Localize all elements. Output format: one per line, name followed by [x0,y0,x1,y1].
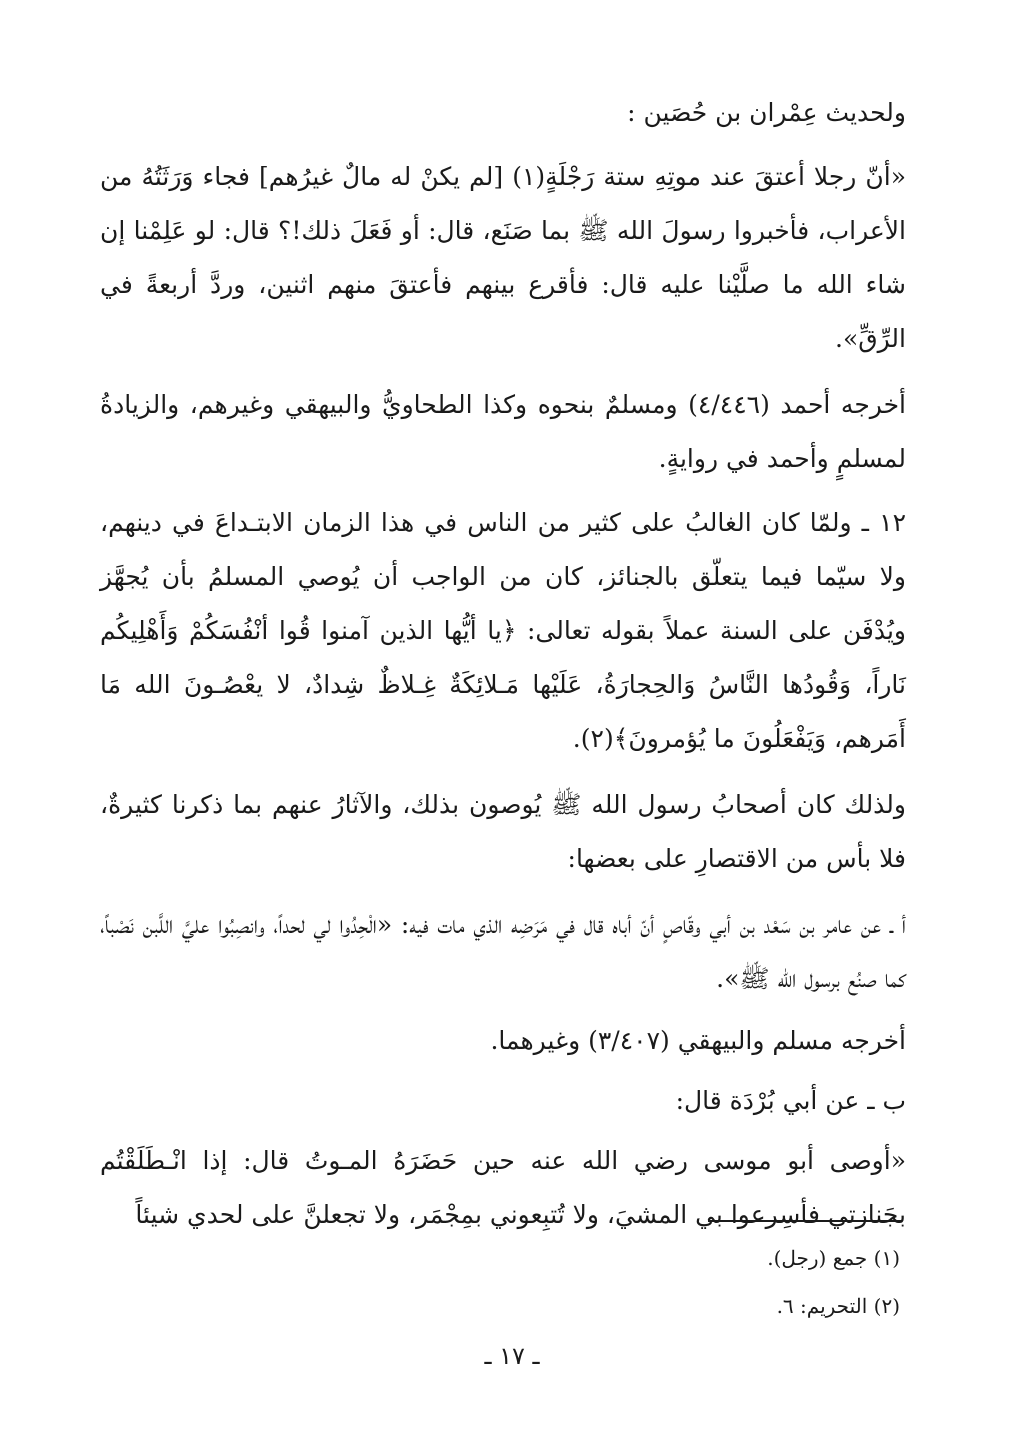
paragraph-abu-burda: ب ـ عن أبي بُرْدَة قال: [675,1086,906,1115]
footnote-1: (١) جمع (رجل). [767,1246,900,1270]
paragraph-companions: ولذلك كان أصحابُ رسول الله ﷺ يُوصون بذلك، والآثارُ عنهم بما ذكرنا كثيرةٌ، فلا بأس من الاقتصارِ على بعضها: [100,790,906,873]
paragraph-takhrij-1: أخرجه أحمد (٤/٤٤٦) ومسلمٌ بنحوه وكذا الطحاويُّ والبيهقي وغيرهم، والزيادةُ لمسلمٍ وأحمد في روايةٍ. [100,390,906,473]
paragraph-intro: ولحديث عِمْران بن حُصَين : [627,98,906,127]
paragraph-abu-musa: «أوصى أبو موسى رضي الله عنه حين حَضَرَهُ المـوتُ قال: إذا انْـطَلَقْتُم بجَنازتي فأسِرعوا بي المشيَ، ولا تُتبِعوني بمِجْمَر، ولا تجعلنَّ على لحدي شيئاً [100,1146,906,1229]
paragraph-12: ١٢ ـ ولمّا كان الغالبُ على كثير من الناس في هذا الزمان الابتـداعَ في دينهم، ولا سيّما فيما يتعلّق بالجنائز، كان من الواجب أن يُوصي المسلمُ بأن يُجهَّز ويُدْفَن على السنة عملاً بقوله تعالى: ﴿يا أيُّها الذين آمنوا قُوا أنْفُسَكُمْ وَأَهْلِيكُم نَاراً، وَقُودُها النَّاسُ وَالحِجارَةُ، عَلَيْها مَـلائِكَةٌ غِـلاظٌ شِدادٌ، لا يعْصُـونَ الله مَا أَمَرهم، وَيَفْعَلُونَ ما يُؤمرونَ﴾(٢). [100,508,906,753]
page-number: ـ ١٧ ـ [484,1342,540,1370]
footnote-2: (٢) التحريم: ٦. [776,1294,900,1318]
paragraph-hadith-imran: «أنّ رجلا أعتقَ عند موتِهِ ستة رَجْلَةٍ(١) [لم يكنْ له مالٌ غيرُهم] فجاء وَرَثَتُهُ من الأعراب، فأخبروا رسولَ الله ﷺ بما صَنَع، قال: أو فَعَلَ ذلك!؟ قال: لو عَلِمْنا إن شاء الله ما صلَّيْنا عليه قال: فأقرع بينهم فأعتقَ منهم اثنين، وردَّ أربعةً في الرِّقِّ». [100,162,906,353]
footnote-separator [708,1220,902,1222]
main-text [100,86,906,1242]
paragraph-amir-ibn-sad: أ ـ عن عامر بن سَعْد بن أبي وقّاصٍ أنّ أباه قال في مَرَضِه الذي مات فيه: «الْحِدُوا لي لحداً، وانصِبُوا عليَّ اللَّبن نَصْباً، كما صنُع برسول الله ﷺ». [100,910,906,993]
footnotes [100,1234,900,1330]
paragraph-takhrij-2: أخرجه مسلم والبيهقي (٣/٤٠٧) وغيرهما. [490,1026,906,1055]
